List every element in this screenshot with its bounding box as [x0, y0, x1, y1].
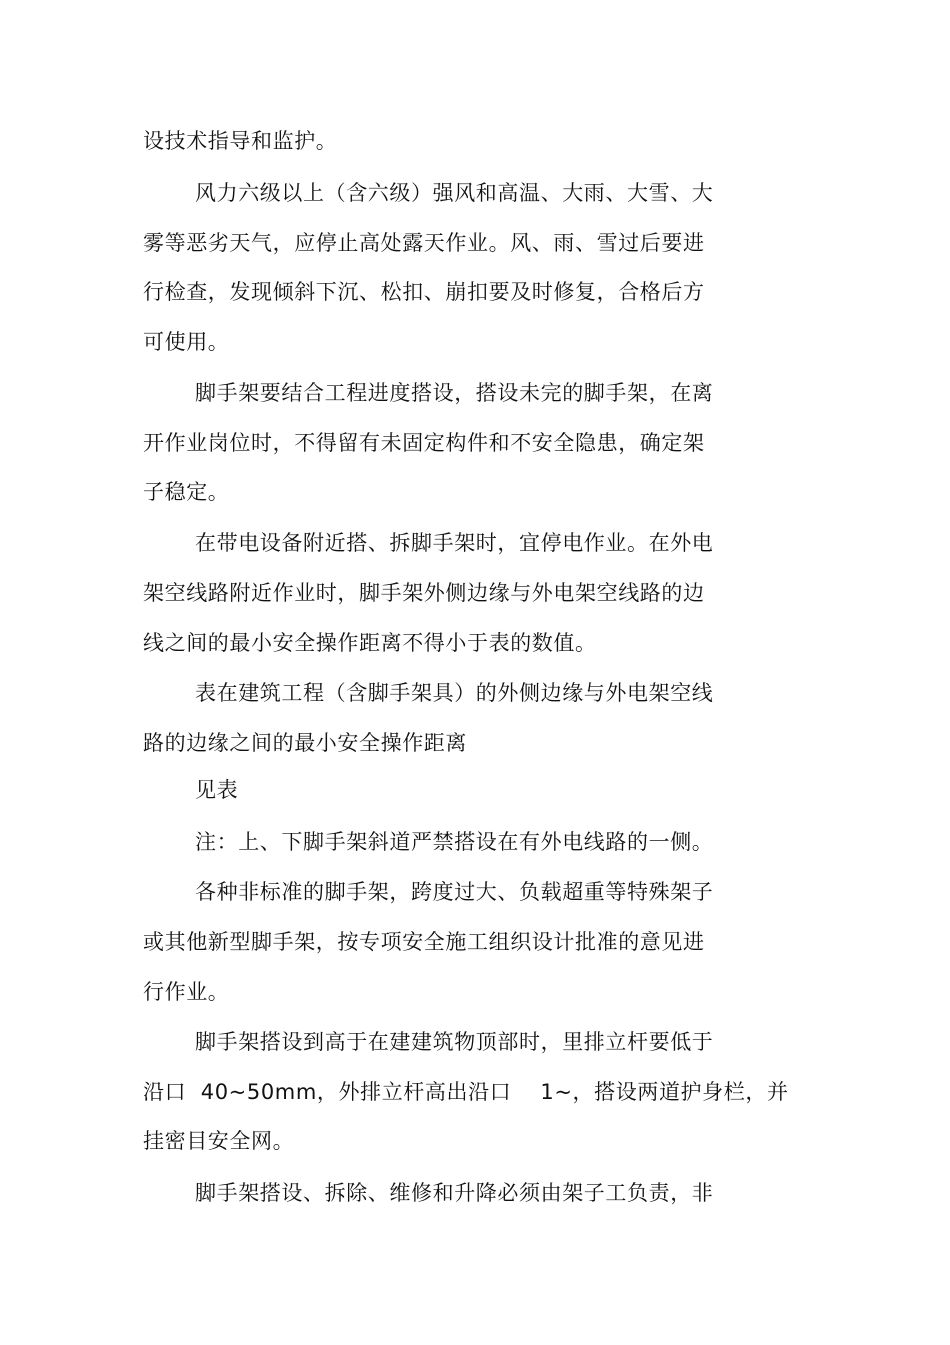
text-line-22: 脚手架搭设、拆除、维修和升降必须由架子工负责，非: [195, 1181, 714, 1205]
text-line-13: 路的边缘之间的最小安全操作距离: [143, 731, 467, 755]
text-line-6: 脚手架要结合工程进度搭设，搭设未完的脚手架，在离: [195, 381, 714, 405]
text-line-3: 雾等恶劣天气，应停止高处露天作业。风、雨、雪过后要进: [143, 231, 705, 255]
text-line-9: 在带电设备附近搭、拆脚手架时，宜停电作业。在外电: [195, 531, 714, 555]
text-line-19: 脚手架搭设到高于在建建筑物顶部时，里排立杆要低于: [195, 1030, 714, 1054]
text-line-21: 挂密目安全网。: [143, 1129, 295, 1153]
text-line-5: 可使用。: [143, 330, 230, 354]
text-line-12: 表在建筑工程（含脚手架具）的外侧边缘与外电架空线: [195, 681, 714, 705]
text-line-14: 见表: [195, 778, 239, 802]
text-line-20: 沿口 40~50mm，外排立杆高出沿口 1~，搭设两道护身栏，并: [143, 1080, 789, 1104]
text-line-17: 或其他新型脚手架，按专项安全施工组织设计批准的意见进: [143, 930, 705, 954]
text-line-8: 子稳定。: [143, 480, 230, 504]
text-line-16: 各种非标准的脚手架，跨度过大、负载超重等特殊架子: [195, 880, 714, 904]
text-line-18: 行作业。: [143, 980, 230, 1004]
text-line-11: 线之间的最小安全操作距离不得小于表的数值。: [143, 631, 597, 655]
text-line-2: 风力六级以上（含六级）强风和高温、大雨、大雪、大: [195, 181, 714, 205]
text-line-7: 开作业岗位时，不得留有未固定构件和不安全隐患，确定架: [143, 431, 705, 455]
text-line-4: 行检查，发现倾斜下沉、松扣、崩扣要及时修复，合格后方: [143, 280, 705, 304]
text-line-15: 注：上、下脚手架斜道严禁搭设在有外电线路的一侧。: [195, 830, 714, 854]
text-line-1: 设技术指导和监护。: [143, 129, 338, 153]
text-line-10: 架空线路附近作业时，脚手架外侧边缘与外电架空线路的边: [143, 581, 705, 605]
